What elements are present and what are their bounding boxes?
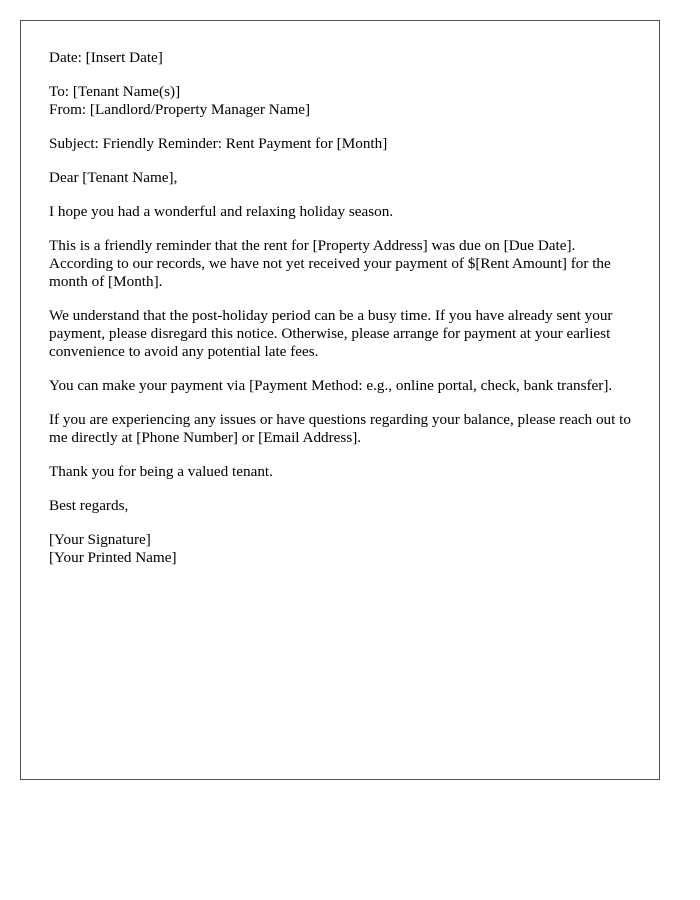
paragraph-contact: If you are experiencing any issues or have questions regarding your balance, please reach out to me directly at [Phone Number] or [Email Address].	[49, 411, 631, 446]
salutation-block	[49, 169, 631, 187]
body-paragraph	[49, 377, 631, 395]
closing-block	[49, 497, 631, 515]
from-line: From: [Landlord/Property Manager Name]	[49, 101, 311, 118]
subject-line: Subject: Friendly Reminder: Rent Payment for [Month]	[49, 135, 388, 152]
body-paragraph	[49, 203, 631, 221]
date-line: Date: [Insert Date]	[49, 49, 163, 66]
signature-block	[49, 531, 631, 567]
body-paragraph	[49, 411, 631, 447]
paragraph-thanks: Thank you for being a valued tenant.	[49, 463, 273, 480]
paragraph-greeting: I hope you had a wonderful and relaxing holiday season.	[49, 203, 394, 220]
body-paragraph	[49, 237, 631, 291]
closing: Best regards,	[49, 497, 129, 514]
date-block	[49, 49, 631, 67]
to-line: To: [Tenant Name(s)]	[49, 83, 181, 100]
address-block	[49, 83, 631, 119]
letter-page	[20, 20, 660, 780]
subject-block	[49, 135, 631, 153]
body-paragraph	[49, 307, 631, 361]
paragraph-payment-method: You can make your payment via [Payment Method: e.g., online portal, check, bank transfer].	[49, 377, 613, 394]
paragraph-understanding: We understand that the post-holiday period can be a busy time. If you have already sent your payment, please disregard this notice. Otherwise, please arrange for payment at your earliest convenience to avoid any potential late fees.	[49, 307, 613, 360]
body-paragraph	[49, 463, 631, 481]
signature: [Your Signature]	[49, 531, 151, 548]
printed-name: [Your Printed Name]	[49, 549, 177, 566]
salutation: Dear [Tenant Name],	[49, 169, 178, 186]
paragraph-reminder: This is a friendly reminder that the rent for [Property Address] was due on [Due Date]. According to our records, we have not yet received your payment of $[Rent Amount] for the month of [Month].	[49, 237, 611, 290]
